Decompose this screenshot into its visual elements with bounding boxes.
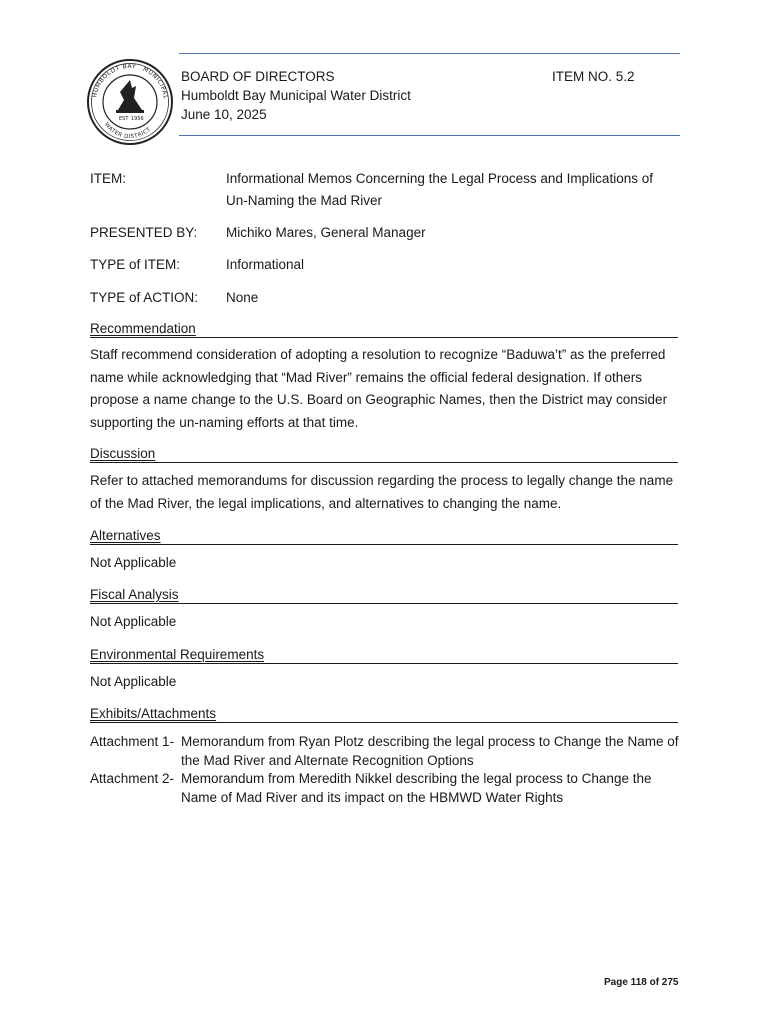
meta-value: Michiko Mares, General Manager <box>226 225 426 240</box>
district-name: Humboldt Bay Municipal Water District <box>181 88 411 103</box>
section-heading-environmental: Environmental Requirements <box>90 646 678 664</box>
alternatives-text: Not Applicable <box>90 555 177 570</box>
meta-label: PRESENTED BY: <box>90 225 198 240</box>
seal-graphic <box>86 58 174 146</box>
seal-year-text: 1956 <box>131 116 144 122</box>
attachment-label: Attachment 2- <box>90 771 175 786</box>
attachment-description: Memorandum from Meredith Nikkel describing the legal process to Change the Name of Mad River and its impact on the HBMWD Water Rights <box>181 771 652 805</box>
fiscal-analysis-text: Not Applicable <box>90 614 177 629</box>
meeting-date: June 10, 2025 <box>181 107 267 122</box>
header-bottom-rule <box>179 135 680 136</box>
attachment-label: Attachment 1- <box>90 734 175 749</box>
seal-ring-text-right: MUNICIPAL <box>141 65 169 100</box>
meta-value: Informational Memos Concerning the Legal Process and Implications of Un-Naming the Mad River <box>226 171 653 208</box>
section-heading-fiscal-analysis: Fiscal Analysis <box>90 586 678 604</box>
seal-ring-text-bottom: WATER DISTRICT <box>102 121 153 141</box>
section-heading-exhibits: Exhibits/Attachments <box>90 705 678 723</box>
section-heading-discussion: Discussion <box>90 445 678 463</box>
board-title: BOARD OF DIRECTORS <box>181 69 335 84</box>
item-number: ITEM NO. 5.2 <box>552 69 635 84</box>
meta-value: Informational <box>226 257 305 272</box>
meta-label: TYPE of ITEM: <box>90 257 181 272</box>
district-seal-logo <box>86 58 174 146</box>
seal-ring-text-top: HUMBOLDT BAY <box>91 62 137 99</box>
meta-value: None <box>226 290 259 305</box>
section-heading-recommendation: Recommendation <box>90 320 678 338</box>
discussion-text: Refer to attached memorandums for discussion regarding the process to legally change the name of the Mad River, the legal implications, and alternatives to changing the name. <box>90 473 674 511</box>
section-heading-alternatives: Alternatives <box>90 527 678 545</box>
recommendation-text: Staff recommend consideration of adopting a resolution to recognize “Baduwa’t” as the preferred name while acknowledging that “Mad River” remains the official federal designation. If others propose a name change to the U.S. Board on Geographic Names, then the District may consider supporting the un-naming efforts at that time. <box>90 347 668 430</box>
meta-label: ITEM: <box>90 171 126 186</box>
seal-est-text: EST <box>119 116 129 122</box>
attachment-description: Memorandum from Ryan Plotz describing the legal process to Change the Name of the Mad River and Alternate Recognition Options <box>181 734 679 768</box>
page-number: Page 118 of 275 <box>604 977 679 988</box>
environmental-text: Not Applicable <box>90 674 177 689</box>
document-header <box>181 67 411 124</box>
header-top-rule <box>179 53 680 54</box>
meta-label: TYPE of ACTION: <box>90 290 199 305</box>
